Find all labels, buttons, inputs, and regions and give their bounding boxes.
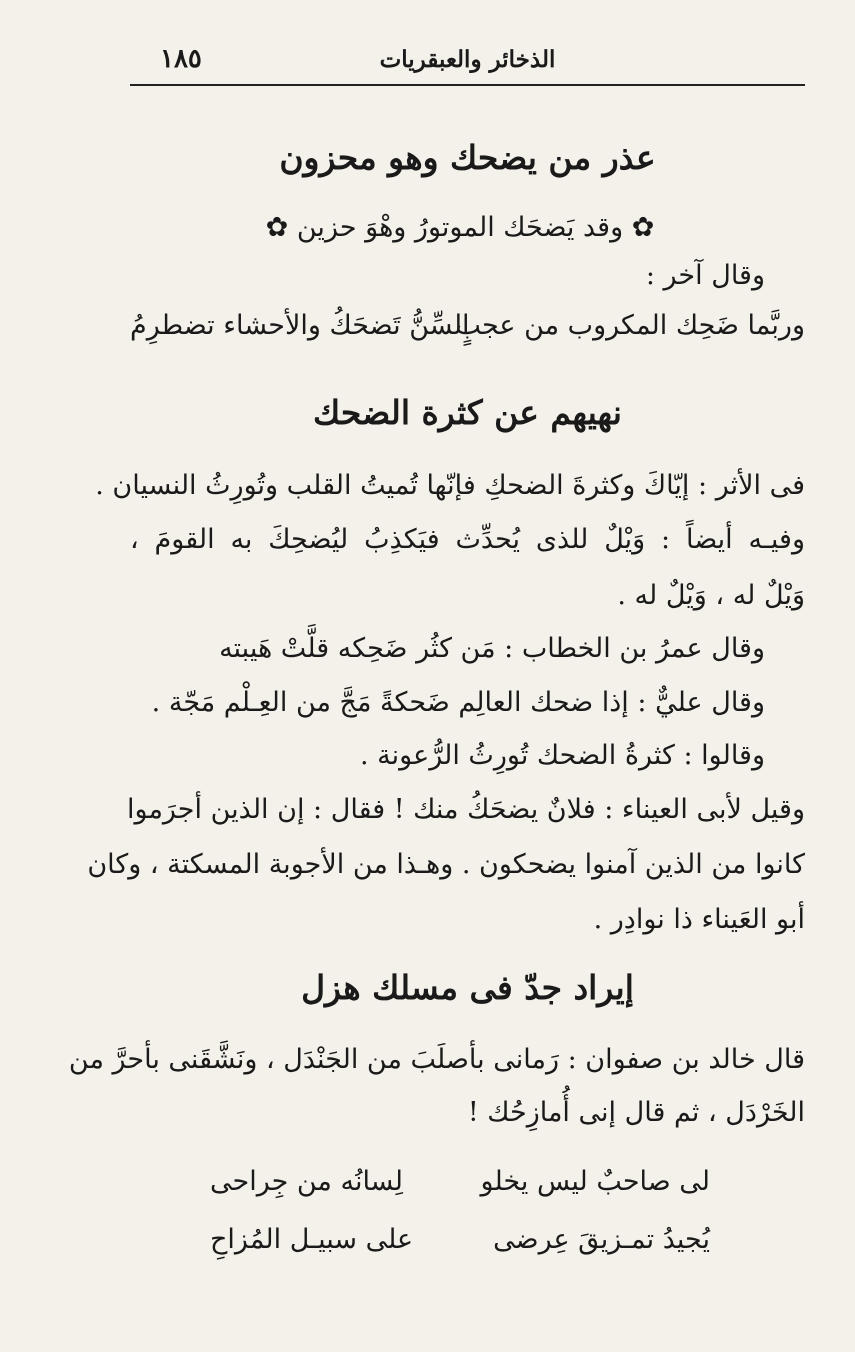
verse-line <box>130 306 805 346</box>
verse-second-hemistich: على سبيـل المُزاحِ <box>210 1224 414 1255</box>
text-line: وقال آخر : <box>645 260 765 291</box>
verse-line <box>210 1220 710 1260</box>
section-heading: إيراد جدّ فى مسلك هزل <box>301 968 634 1007</box>
section-heading: عذر من يضحك وهو محزون <box>279 138 656 177</box>
section-heading: نهيهم عن كثرة الضحك <box>313 393 622 432</box>
text-line: أبو العَيناء ذا نوادِر . <box>593 904 805 935</box>
quoted-hemistich: ✿ وقد يَضحَك الموتورُ وهْوَ حزين ✿ <box>265 212 655 243</box>
verse-first-hemistich: يُجيدُ تمـزيقَ عِرضى <box>493 1224 710 1255</box>
text-line: وَيْلٌ له ، وَيْلٌ له . <box>617 580 805 611</box>
text-line: كانوا من الذين آمنوا يضحكون . وهـذا من الأجوبة المسكتة ، وكان <box>87 849 805 880</box>
text-line: وفيـه أيضاً : وَيْلٌ للذى يُحدِّث فيَكذِبُ ليُضحِكَ به القومَ ، <box>130 524 805 555</box>
page-number: ١٨٥ <box>160 44 202 74</box>
verse-line <box>210 1162 710 1202</box>
verse-first-hemistich: لى صاحبٌ ليس يخلو <box>480 1166 710 1197</box>
text-line: قال خالد بن صفوان : رَمانى بأصلَبَ من الجَنْدَل ، ونَشَّقَنى بأحرَّ من <box>68 1044 805 1075</box>
text-line: وقالوا : كثرةُ الضحك تُورِثُ الرُّعونة . <box>360 740 765 771</box>
page-header <box>130 40 805 86</box>
verse-second-hemistich: السِّنُّ تَضحَكُ والأحشاء تضطرِمُ <box>130 310 470 341</box>
text-line: وقال عليٌّ : إذا ضحك العالِم ضَحكةً مَجَّ من العِـلْم مَجّة . <box>151 687 765 718</box>
running-title: الذخائر والعبقريات <box>379 46 556 73</box>
text-line: فى الأثر : إيّاكَ وكثرةَ الضحكِ فإنّها تُميتُ القلب وتُورِثُ النسيان . <box>95 470 805 501</box>
text-line: الخَرْدَل ، ثم قال إنى أُمازِحُك ! <box>467 1097 805 1128</box>
verse-second-hemistich: لِسانُه من جِراحى <box>210 1166 403 1197</box>
verse-first-hemistich: وربَّما ضَحِك المكروب من عجبٍ <box>455 310 805 341</box>
text-line: وقال عمرُ بن الخطاب : مَن كثُر ضَحِكه قلَّتْ هَيبته <box>219 633 765 664</box>
text-line: وقيل لأبى العيناء : فلانٌ يضحَكُ منك ! فقال : إن الذين أجرَموا <box>127 794 805 825</box>
